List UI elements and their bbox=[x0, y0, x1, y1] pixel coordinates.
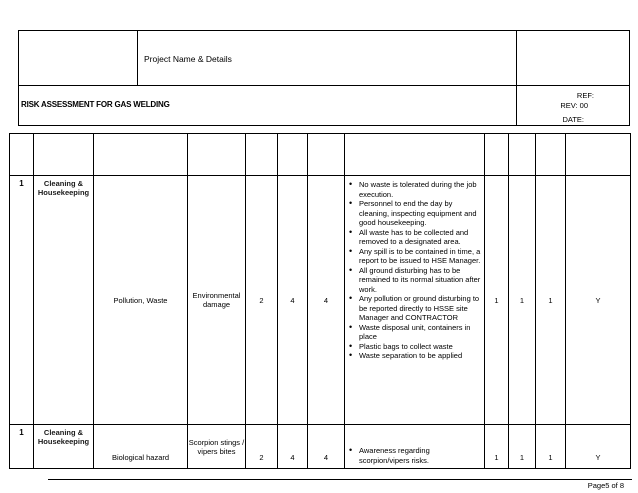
control-item: • Awareness regarding scorpion/vipers risks. bbox=[359, 446, 482, 465]
residual-severity-cell: 1 bbox=[485, 425, 509, 469]
control-item: • All waste has to be collected and removed to a designated area. bbox=[359, 228, 482, 247]
severity-cell: 2 bbox=[246, 425, 278, 469]
header-cell bbox=[566, 134, 631, 176]
risk-table bbox=[9, 133, 631, 469]
activity-cell: Cleaning & Housekeeping bbox=[34, 176, 94, 425]
ref-label: REF: bbox=[576, 91, 594, 100]
control-item: • Personnel to end the day by cleaning, inspecting equipment and good housekeeping. bbox=[359, 199, 482, 228]
effect-cell: Environmental damage bbox=[188, 176, 246, 425]
acceptable-cell: Y bbox=[566, 425, 631, 469]
controls-list bbox=[345, 176, 484, 361]
header-left-line bbox=[18, 30, 19, 126]
header-bottom-line bbox=[18, 125, 630, 126]
control-item: • No waste is tolerated during the job execution. bbox=[359, 180, 482, 199]
header-divider-2 bbox=[516, 30, 517, 126]
footer-line bbox=[48, 479, 632, 480]
residual-likelihood-cell: 1 bbox=[509, 425, 536, 469]
header-cell bbox=[536, 134, 566, 176]
rev-label: REV: 00 bbox=[560, 101, 588, 110]
table-row bbox=[10, 176, 631, 425]
header-cell bbox=[34, 134, 94, 176]
row-number: 1 bbox=[10, 425, 34, 469]
control-item: • Plastic bags to collect waste bbox=[359, 342, 482, 352]
hazard-cell: Biological hazard bbox=[94, 425, 188, 469]
control-item: • Waste separation to be applied bbox=[359, 351, 482, 361]
control-item: • Any spill is to be contained in time, a report to be issued to HSE Manager. bbox=[359, 247, 482, 266]
control-item: • Waste disposal unit, containers in place bbox=[359, 323, 482, 342]
likelihood-cell: 4 bbox=[278, 176, 308, 425]
table-header-row bbox=[10, 134, 631, 176]
residual-severity-cell: 1 bbox=[485, 176, 509, 425]
likelihood-cell: 4 bbox=[278, 425, 308, 469]
control-item: • Any pollution or ground disturbing to be reported directly to HSSE site Manager and CONTRACTOR bbox=[359, 294, 482, 323]
residual-risk-cell: 1 bbox=[536, 176, 566, 425]
severity-cell: 2 bbox=[246, 176, 278, 425]
header-cell bbox=[308, 134, 345, 176]
controls-cell bbox=[345, 176, 485, 425]
header-cell bbox=[246, 134, 278, 176]
acceptable-cell: Y bbox=[566, 176, 631, 425]
header-cell bbox=[278, 134, 308, 176]
effect-cell: Scorpion stings / vipers bites bbox=[188, 425, 246, 469]
hazard-cell: Pollution, Waste bbox=[94, 176, 188, 425]
header-cell bbox=[485, 134, 509, 176]
page-number: Page5 of 8 bbox=[587, 481, 624, 490]
header-cell bbox=[509, 134, 536, 176]
header-cell bbox=[188, 134, 246, 176]
table-row bbox=[10, 425, 631, 469]
header-cell bbox=[345, 134, 485, 176]
activity-cell: Cleaning & Housekeeping bbox=[34, 425, 94, 469]
project-label: Project Name & Details bbox=[144, 54, 232, 64]
residual-risk-cell: 1 bbox=[536, 425, 566, 469]
residual-likelihood-cell: 1 bbox=[509, 176, 536, 425]
controls-cell bbox=[345, 425, 485, 469]
date-label: DATE: bbox=[562, 115, 584, 124]
header-right-line bbox=[629, 30, 630, 126]
page-title: RISK ASSESSMENT FOR GAS WELDING bbox=[21, 100, 170, 109]
header-mid-line bbox=[18, 85, 630, 86]
header-cell bbox=[10, 134, 34, 176]
risk-cell: 4 bbox=[308, 176, 345, 425]
risk-cell: 4 bbox=[308, 425, 345, 469]
controls-list bbox=[345, 442, 484, 468]
header-cell bbox=[94, 134, 188, 176]
row-number: 1 bbox=[10, 176, 34, 425]
header-top-line bbox=[18, 30, 630, 31]
header-divider-1 bbox=[137, 30, 138, 85]
control-item: • All ground disturbing has to be remained to its normal situation after work. bbox=[359, 266, 482, 295]
